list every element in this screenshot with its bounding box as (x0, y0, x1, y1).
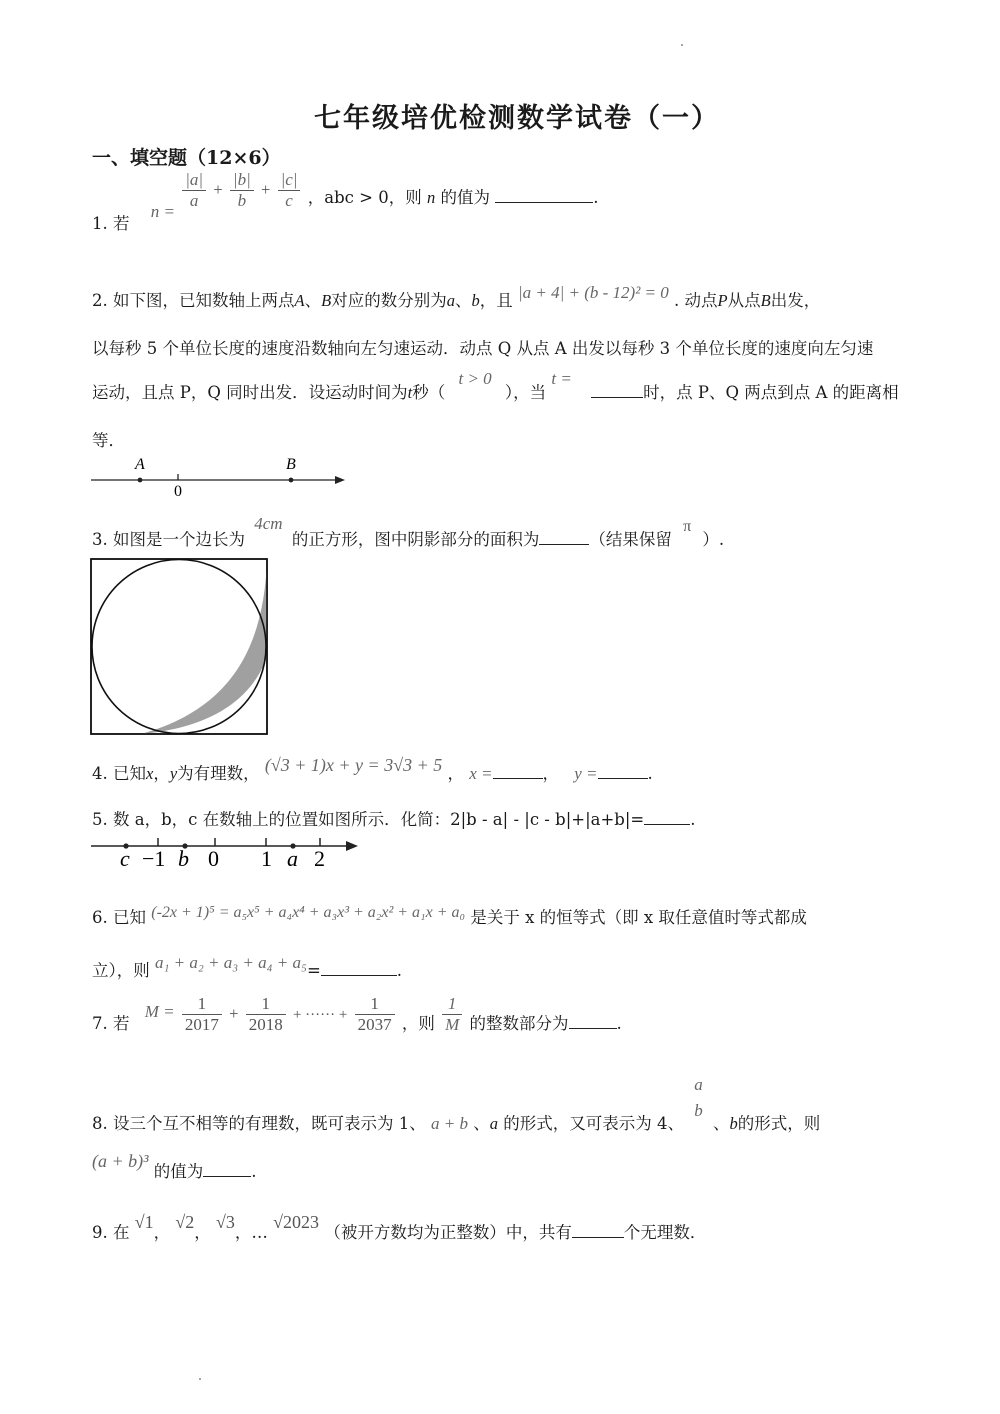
q1-prefix: 1. 若 (92, 214, 130, 233)
question-6-line-2: 立），则 a₁ + a₂ + a₃ + a₄ + a₅= . (92, 953, 403, 980)
q9-answer-blank[interactable] (572, 1223, 624, 1238)
q2-axis-arrow (335, 476, 345, 484)
speck-top (681, 44, 683, 46)
q8-answer-blank[interactable] (203, 1162, 251, 1177)
q2-condition: |a + 4| + (b - 12)² = 0 (517, 283, 669, 302)
q5-number-line (88, 830, 368, 872)
q5-label-c: c (120, 846, 130, 871)
question-6-line-1: 6. 已知 (-2x + 1)⁵ = a₅x⁵ + a₄x⁴ + a₃x³ + a₂x² + a₁x + a₀ 是关于 x 的恒等式（即 x 取任意值时等式都成 (92, 904, 807, 927)
q2-number-line (88, 452, 358, 502)
q1-frac-b: $\frac{|b|}{b}$ (230, 170, 254, 211)
q8-frac-a-over-b: a b (694, 1075, 703, 1120)
q3-figure (89, 557, 271, 737)
q3-length: 4cm (254, 514, 283, 533)
q9-root-1: √1 (134, 1212, 154, 1232)
q1-frac-c: $\frac{|c|}{c}$ (278, 170, 301, 211)
q1-frac-a: $\frac{|a|}{a}$ (182, 170, 206, 211)
q9-root-2023: √2023 (273, 1212, 320, 1232)
q7-frac-2018: $\frac{1}{2018}$ (246, 994, 286, 1035)
q4-x-blank[interactable] (493, 764, 543, 779)
q6-sum: a₁ + a₂ + a₃ + a₄ + a₅ (155, 953, 307, 972)
question-8-line-1: 8. 设三个互不相等的有理数，既可表示为 1、 a + b 、a 的形式，又可表示为 4、 a b 、b的形式，则 (92, 1075, 821, 1133)
question-5: 5. 数 a，b，c 在数轴上的位置如图所示．化简：2|b - a| - |c - b|+|a+b|= . (92, 810, 696, 829)
q2-label-0: 0 (174, 483, 182, 500)
q2-point-b (289, 478, 294, 483)
q6-identity: (-2x + 1)⁵ = a₅x⁵ + a₄x⁴ + a₃x³ + a₂x² + a₁x + a₀ (151, 904, 466, 921)
question-9: 9. 在 √1， √2， √3，… √2023 （被开方数均为正整数）中，共有 个无理数． (92, 1212, 707, 1242)
q2-label-a: A (135, 456, 145, 473)
q5-label-a: a (287, 846, 298, 871)
q2-answer-blank[interactable] (591, 383, 643, 398)
q5-label-0: 0 (208, 846, 219, 871)
q5-label-b: b (178, 846, 189, 871)
question-1: 1. 若 n = $\frac{|a|}{a}$ + $\frac{|b|}{b}$ + $\frac{|c|}{c}$ ，abc > 0，则 n 的值为 . (92, 170, 599, 233)
q1-n-eq: n = (150, 202, 175, 221)
q5-axis-arrow (346, 841, 358, 851)
q9-root-3: √3 (216, 1212, 235, 1232)
question-7: 7. 若 M = $\frac{1}{2017}$ + $\frac{1}{2018}$ + ······ + $\frac{1}{2037}$ ，则 $\frac{1}{M}$ 的整数部分为 . (92, 994, 622, 1034)
q7-frac-2037: $\frac{1}{2037}$ (355, 994, 395, 1035)
speck-bottom (199, 1378, 201, 1380)
q5-answer-blank[interactable] (644, 810, 690, 825)
q1-answer-blank[interactable] (495, 188, 593, 203)
question-2-line-4: 等． (92, 431, 125, 450)
question-2-line-3: 运动，且点 P，Q 同时出发．设运动时间为t秒（ t > 0 ），当 t = 时，点 P、Q 两点到点 A 的距离相 (92, 369, 899, 402)
q3-answer-blank[interactable] (539, 530, 589, 545)
question-8-line-2: (a + b)³ 的值为 . (92, 1151, 257, 1181)
q9-root-2: √2 (175, 1212, 195, 1232)
section-heading: 一、填空题（12×6） (92, 147, 281, 169)
q5-label-1: 1 (261, 846, 272, 871)
page-title: 七年级培优检测数学试卷（一） (314, 103, 720, 134)
q7-answer-blank[interactable] (569, 1014, 617, 1029)
q5-label-2: 2 (314, 846, 325, 871)
q8-power: (a + b)³ (92, 1151, 149, 1171)
question-2-line-1: 2. 如下图，已知数轴上两点A、B对应的数分别为a、b，且 |a + 4| + (b - 12)² = 0 . 动点P从点B出发， (92, 283, 821, 310)
q6-answer-blank[interactable] (321, 961, 397, 976)
q4-equation: (√3 + 1)x + y = 3√3 + 5 (264, 755, 443, 775)
question-2-line-2: 以每秒 5 个单位长度的速度沿数轴向左匀速运动．动点 Q 从点 A 出发以每秒 3 个单位长度的速度向左匀速 (92, 339, 874, 358)
q4-y-blank[interactable] (598, 764, 648, 779)
q7-frac-2017: $\frac{1}{2017}$ (182, 994, 222, 1035)
q2-point-a (138, 478, 143, 483)
q2-label-b: B (286, 456, 296, 473)
question-3: 3. 如图是一个边长为 4cm 的正方形，图中阴影部分的面积为 （结果保留 π ）. (92, 514, 725, 549)
q1-condition: ，abc > 0，则 (307, 188, 422, 207)
q5-label-m1: −1 (142, 846, 166, 871)
question-4: 4. 已知x，y为有理数， (√3 + 1)x + y = 3√3 + 5 ， x = ， y = . (92, 755, 653, 783)
q7-frac-1-over-m: $\frac{1}{M}$ (442, 994, 462, 1035)
